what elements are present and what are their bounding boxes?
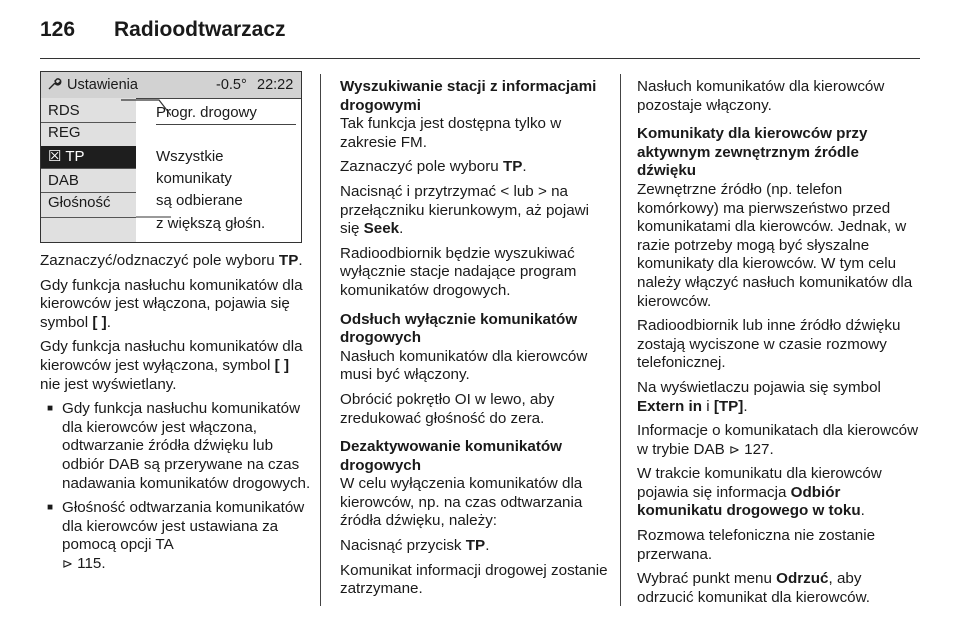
header-rule [40,58,920,59]
paragraph: Nasłuch komunikatów dla kierowców pozostaje włączony. [637,78,885,114]
paragraph: Na wyświetlaczu pojawia się symbol Extern in i [TP]. [637,378,881,415]
menu-item-tp-label: TP [65,148,85,165]
paragraph: Tak funkcja jest dostępna tylko w zakresie FM. [340,115,562,151]
list-item: ■ Głośność odtwarzania komunikatów dla kierowców jest ustawiana za pomocą opcji TA ⊳ 115. [40,499,312,573]
info-line: Wszystkie [156,148,224,165]
paragraph: Radioodbiornik będzie wyszukiwać wyłącznie stacje nadające program komunikatów drogowych. [340,244,577,299]
column-3 [637,78,922,613]
display-clock: 22:22 [257,77,294,93]
paragraph: Zaznaczyć/odznaczyć pole wyboru TP. [40,252,303,269]
paragraph: Komunikat informacji drogowej zostanie zatrzymane. [340,561,608,598]
paragraph: Nacisnąć przycisk TP. [340,537,490,555]
column-divider-2 [620,74,621,606]
paragraph: Nasłuch komunikatów dla kierowców musi być włączony. [340,347,588,384]
section-heading: Odsłuch wyłącznie komunikatów drogowych [340,310,578,347]
paragraph: Gdy funkcja nasłuchu komunikatów dla kierowców jest włączona, pojawia się symbol [ ]. [40,276,303,331]
menu-item-volume[interactable]: Głośność [48,194,111,211]
paragraph: Rozmowa telefoniczna nie zostanie przerwana. [637,527,876,563]
list-item: ■ Gdy funkcja nasłuchu komunikatów dla kierowców jest włączona, odtwarzanie źródła dźwięku lub odbiór DAB są przerywane na czas nadawania komunikatów drogowych. [40,400,312,493]
column-2 [340,78,612,605]
info-line: są odbierane [156,192,243,209]
radio-display-figure [40,71,302,243]
paragraph: Radioodbiornik lub inne źródło dźwięku zostają wyciszone w czasie rozmowy telefonicznej. [637,317,901,372]
page-reference-arrow-icon: ⊳ [62,555,73,571]
page-reference[interactable]: 115. [77,554,106,572]
menu-connector-line [41,98,171,243]
paragraph: Zaznaczyć pole wyboru TP. [340,158,527,176]
checkbox-checked-icon: ☒ [48,148,62,165]
column-1 [40,252,312,580]
paragraph: Obrócić pokrętło OI w lewo, aby zredukować głośność do zera. [340,390,555,427]
info-heading: Progr. drogowy [156,102,296,125]
section-heading: Wyszukiwanie stacji z informacjami drogowymi [340,78,597,114]
page-number: 126 [40,18,76,41]
section-heading: Dezaktywowanie komunikatów drogowych [340,438,562,474]
paragraph: W trakcie komunikatu dla kierowców pojawia się informacja Odbiór komunikatu drogowego w toku. [637,465,882,520]
info-line: komunikaty [156,170,232,187]
arrow-right-icon: > [537,182,547,200]
menu-item-reg[interactable]: REG [48,124,81,141]
page-reference-arrow-icon: ⊳ [729,441,740,457]
paragraph: Wybrać punkt menu Odrzuć, aby odrzucić komunikat dla kierowców. [637,570,870,606]
bullet-list [40,400,312,573]
page-title: Radioodtwarzacz [114,18,286,41]
arrow-left-icon: < [500,182,510,200]
display-temperature: -0.5° [216,77,247,93]
menu-item-dab[interactable]: DAB [48,172,79,189]
page-header [40,18,920,48]
wrench-settings-icon [46,76,62,95]
paragraph: Informacje o komunikatach dla kierowców w trybie DAB ⊳ 127. [637,422,919,458]
paragraph: Nacisnąć i przytrzymać < lub > na przełączniku kierunkowym, aż pojawi się Seek. [340,182,590,238]
info-line: z większą głośn. [156,215,266,232]
display-title: Ustawienia [67,77,138,93]
column-divider-1 [320,74,321,606]
paragraph: W celu wyłączenia komunikatów dla kierowców, np. na czas odtwarzania źródła dźwięku, należy: [340,475,583,530]
menu-item-rds[interactable]: RDS [48,102,80,119]
page-reference[interactable]: 127. [744,440,774,458]
section-heading: Komunikaty dla kierowców przy aktywnym zewnętrznym źródle dźwięku [637,125,868,180]
display-status-bar [41,72,301,99]
paragraph: Gdy funkcja nasłuchu komunikatów dla kierowców jest wyłączona, symbol [ ] nie jest wyświetlany. [40,338,303,393]
paragraph: Zewnętrzne źródło (np. telefon komórkowy) ma pierwszeństwo przed komunikatami dla kierowców. Jednak, w razie potrzeby mogą być słyszalne komunikaty dla kierowców. W tym celu należy włączyć nasłuch komunikatów dla kierowców. [637,180,913,310]
